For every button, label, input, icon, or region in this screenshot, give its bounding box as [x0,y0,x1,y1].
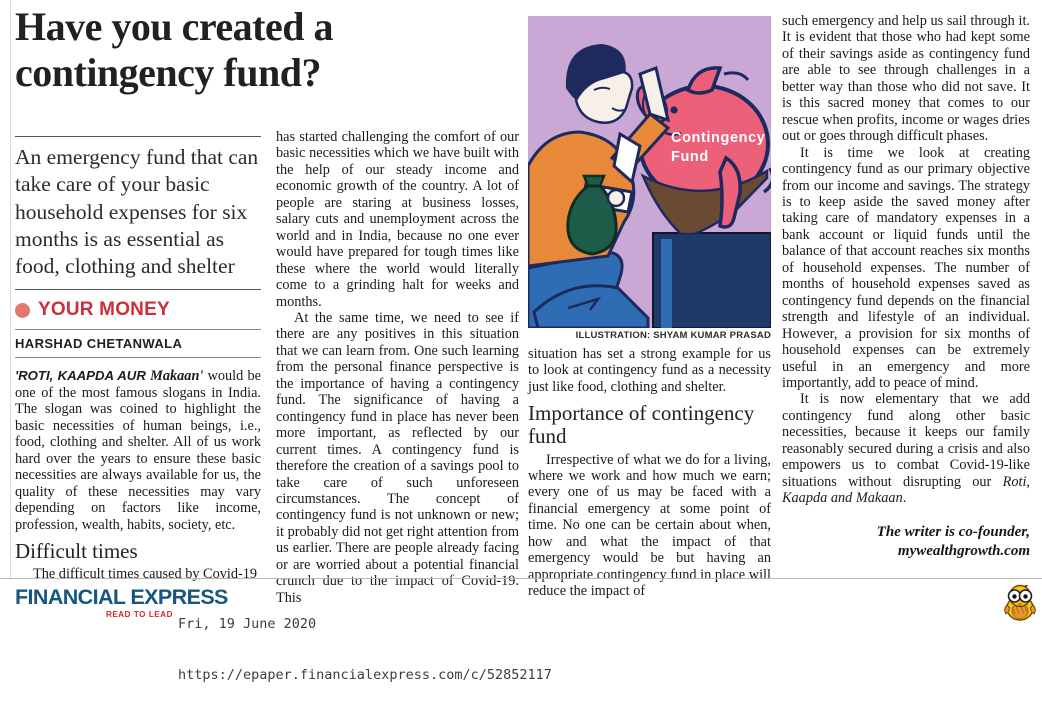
owl-pupil-right [1023,594,1027,598]
section-label: YOUR MONEY [38,299,170,321]
divider [15,289,261,290]
epaper-url-link[interactable]: https://epaper.financialexpress.com/c/52852117 [178,667,552,683]
column-4 [782,13,1030,562]
writer-credit [782,523,1030,562]
epaper-meta [178,582,552,701]
standfirst: An emergency fund that can take care of your basic household expenses for six months is as essential as food, clothing and shelter [15,145,259,279]
byline: HARSHAD CHETANWALA [15,336,183,352]
paragraph: The difficult times caused by Covid-19 [33,566,258,583]
paragraph: It is now elementary that we add contingency fund along other basic necessities, because it keeps our family reasonably secured during a crisis and also empowers us to combat Covid-19-like situations without disrupting our Roti, Kaapda and Makaan. [782,391,1030,507]
footer-divider [0,578,1042,579]
paragraph [15,368,261,533]
column-3 [528,346,771,600]
brand-wordmark: FINANCIAL EXPRESS [15,585,228,609]
article-headline [15,4,455,95]
man-hand [608,190,624,206]
financial-express-logo [15,585,228,619]
lead-in-bold: 'ROTI, KAAPDA AUR [15,368,151,384]
column-2 [276,129,519,606]
section-header [15,299,261,321]
paragraph: such emergency and help us sail through it. It is evident that those who had kept some of their savings aside as contingency fund are able to see through challenges in a better way than those who did not save. It is this sacred money that comes to our rescue when profits, income or wages dries out or goes through difficult phases. [782,13,1030,145]
headline-line-2: contingency fund? [15,49,321,95]
paragraph-text: would be one of the most famous slogans in India. The slogan was coined to highlight the basic necessities of human beings, i.e., food, clothing and shelter. All of us work hard over the years to ensure these basic necessities are always available for us, the quality of these necessities may vary depending on factors like income, profession, wealth, habits, society, etc. [15,368,261,533]
piggy-label-line2: Fund [671,149,709,165]
paragraph: At the same time, we need to see if there are any positives in this situation that we can learn from. One such learning from the personal finance perspective is the importance of having a contingency fund. The significance of having a contingency fund in place has never been more important, as reflected by our current times. A contingency fund is therefore the creation of a savings pool to take care of such unforeseen circumstances. The concept of contingency fund is not unknown or new; it probably did not get right attention from us earlier. There are people already facing or are worried about a potential financial crunch due to the impact of Covid-19. This [276,309,519,606]
illustration-credit: ILLUSTRATION: SHYAM KUMAR PRASAD [575,330,771,341]
headline-line-1: Have you created a [15,4,333,49]
paragraph: Irrespective of what we do for a living, where we work and how much we earn; every one of us may be faced with a financial emergency at some point of time. No one can be certain about when, how and what the impact of that emergency would be but having an appropriate contingency fund in place will reduce the impact of [528,451,771,600]
writer-credit-line1: The writer is co-founder, [876,523,1030,540]
paragraph-text: It is now elementary that we add contingency fund along other basic necessities, because it keeps our family reasonably secured during a crisis and also empowers us to combat Covid-19-like situations without disrupting our [782,391,1030,490]
paragraph: situation has set a strong example for us to look at contingency fund as a necessity just like food, clothing and shelter. [528,346,771,395]
subheading-importance: Importance of contingency fund [528,401,755,449]
page-fold-line [10,0,11,578]
paragraph: It is time we look at creating contingency fund as our primary objective from our income and savings. The strategy is to keep aside the saved money after taking care of mandatory expenses in a bank account or liquid funds until the balance of that account reaches six months of household expenses. The number of months of household expenses saved as contingency fund depends on the financial strength and lifestyle of an individual. However, a provision for six months of household expenses can be extremely useful in an emergency and more importantly, add to peace of mind. [782,144,1030,391]
italic-phrase: Roti, Kaapda and Makaan [782,473,1030,507]
writer-credit-line2: mywealthgrowth.com [897,543,1030,560]
paragraph: has started challenging the comfort of our basic necessities which we have built with the help of our steady income and economic growth of the country. A lot of people are staring at business losses, salary cuts and unemployment across the world and in India, because no one ever would have prepared for tough times like these where the world would literally come to a grinding halt for weeks and months. [276,129,519,310]
divider [15,136,261,137]
brand-tagline: READ TO LEAD [105,609,173,619]
piggy-label-line1: Contingency [671,130,766,146]
divider [15,329,261,330]
pedestal-highlight [661,239,672,328]
owl-pupil-left [1012,594,1016,598]
divider [15,357,261,358]
lead-in-italic: Makaan' [150,368,204,385]
subheading-difficult-times: Difficult times [15,539,138,564]
epaper-date: Fri, 19 June 2020 [178,616,317,632]
column-1 [15,136,261,583]
article-illustration [528,16,771,328]
bullet-dot-icon [15,303,30,318]
pig-eye [670,106,677,113]
owl-mascot-button[interactable] [1000,583,1040,626]
